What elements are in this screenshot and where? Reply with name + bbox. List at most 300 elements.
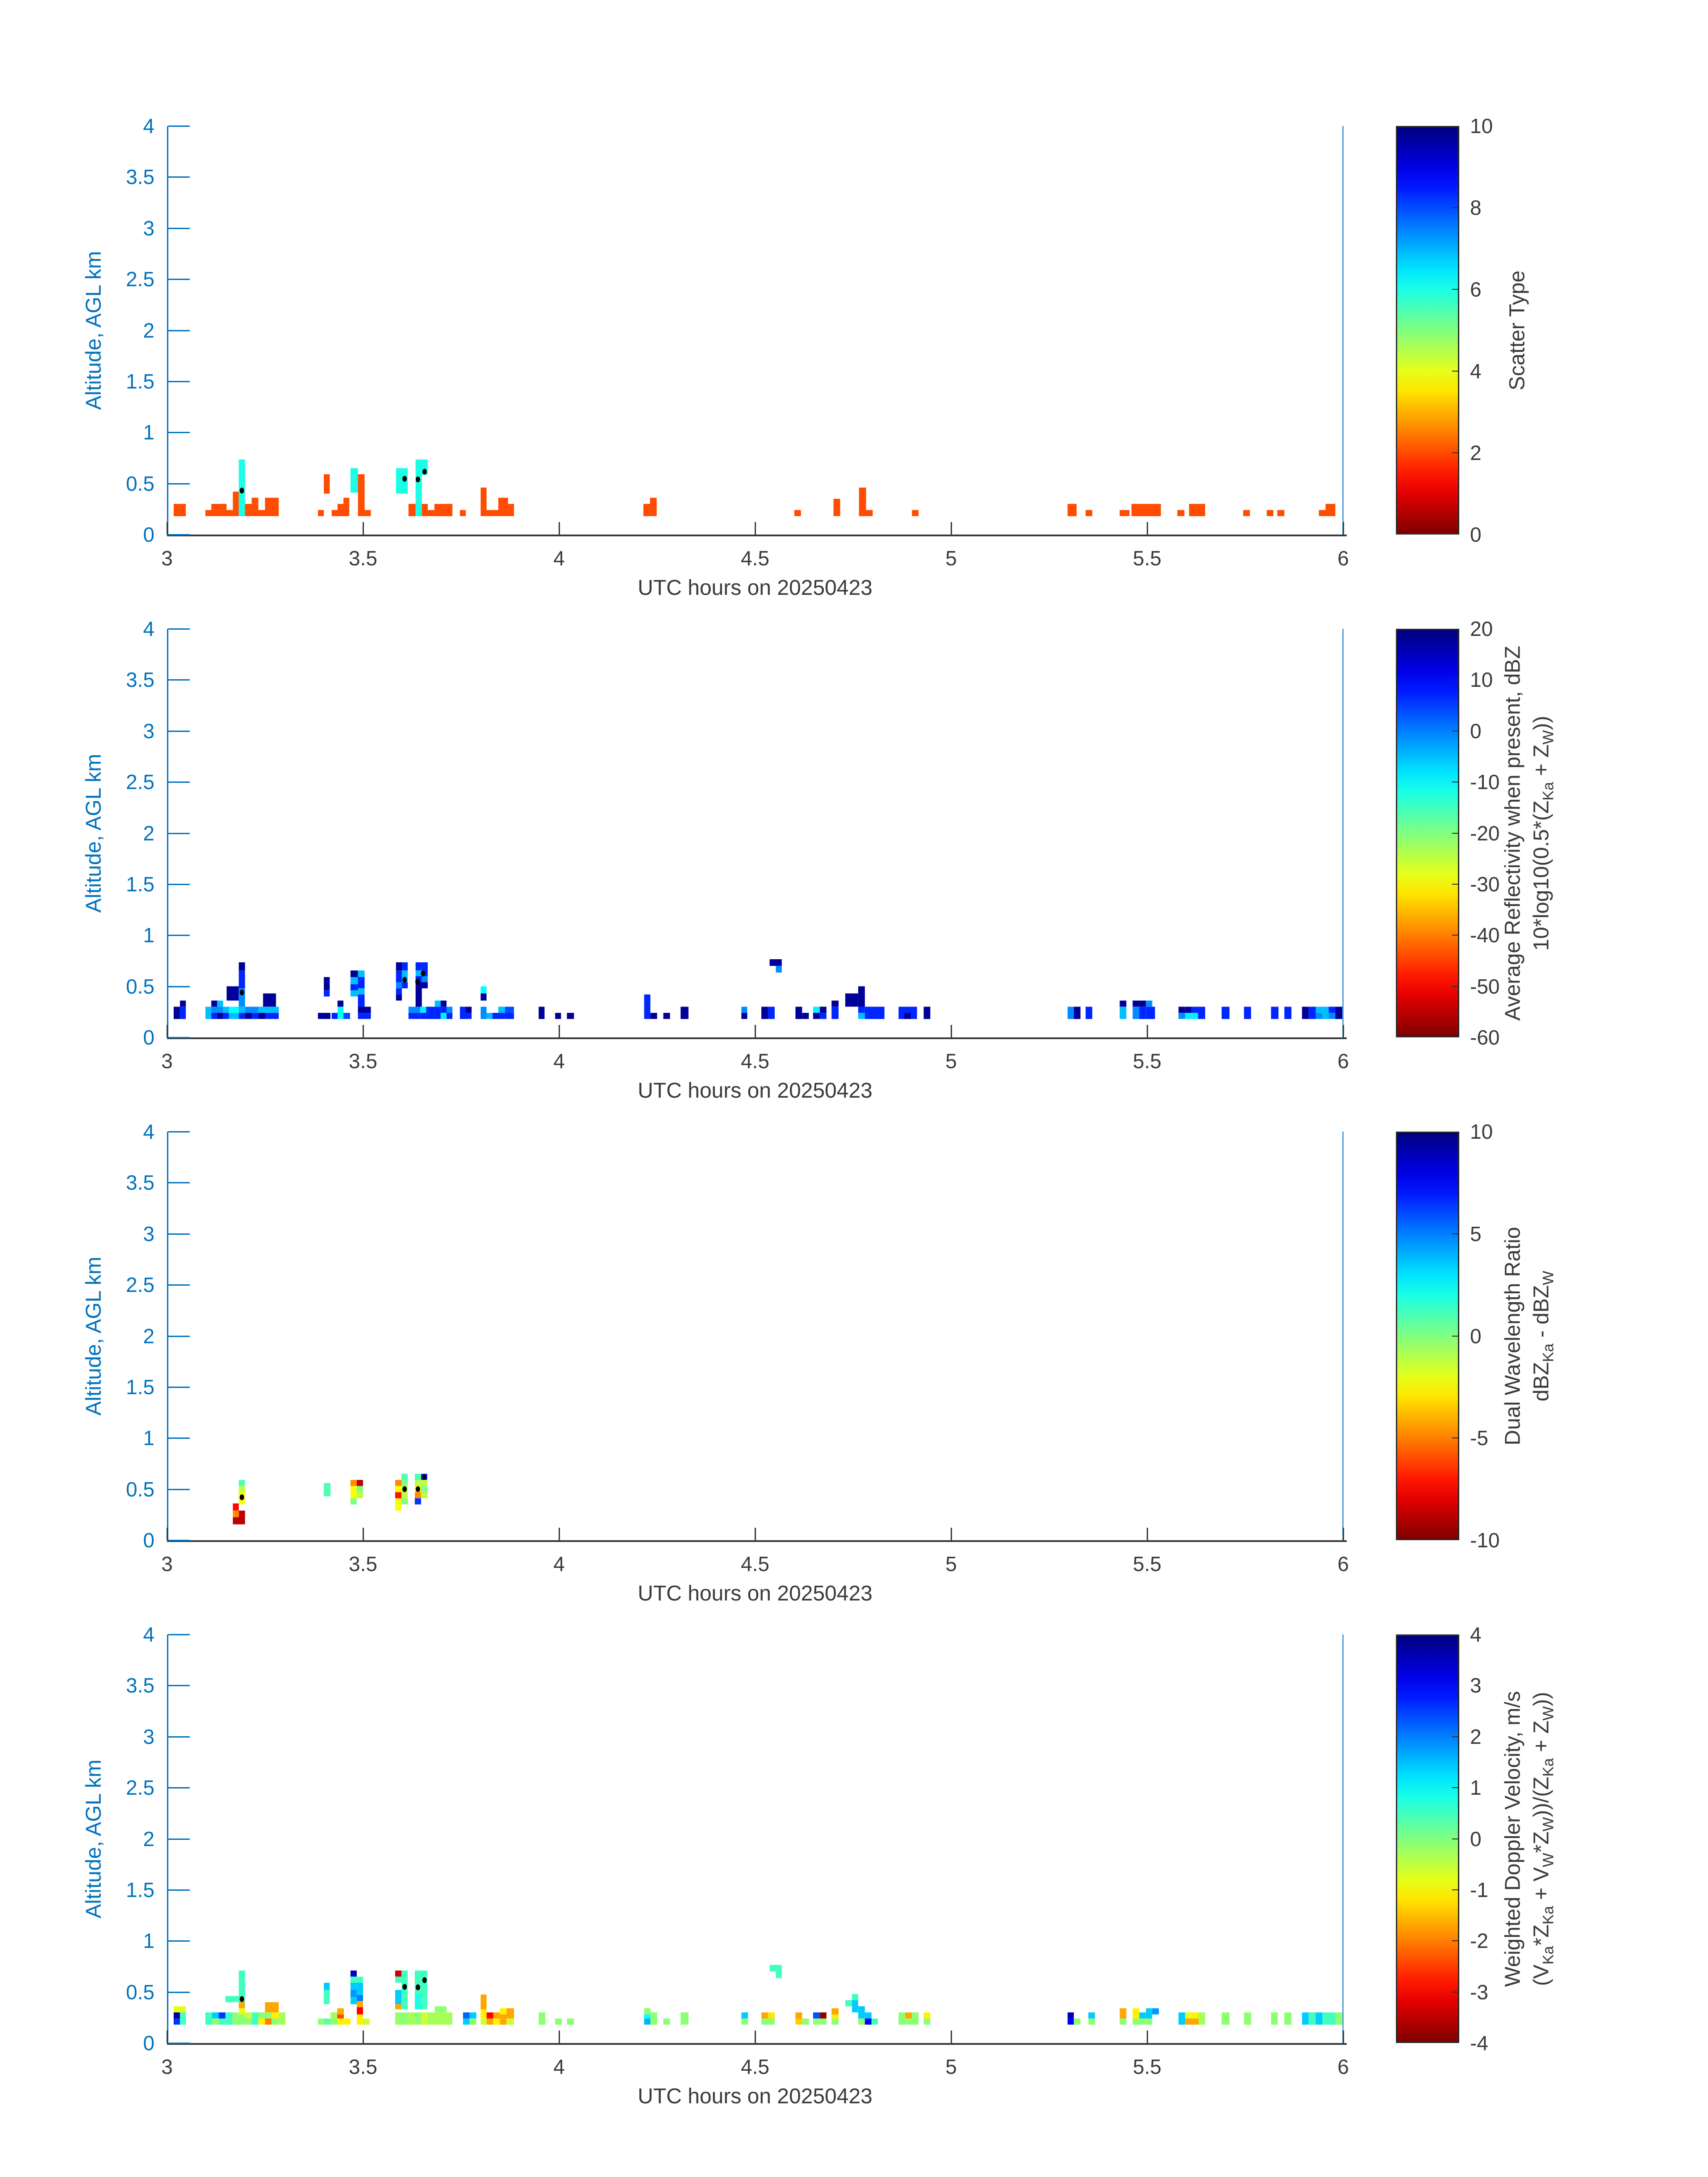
data-cell [205, 2012, 212, 2025]
data-cell [795, 2018, 802, 2025]
colorbar-tick-label: 10 [1470, 668, 1493, 691]
colorbar-gradient-dual-wavelength-ratio [1396, 1132, 1459, 1540]
axis-right-spine [1342, 629, 1344, 1039]
x-tick-label: 3.5 [349, 1552, 377, 1575]
data-cell [480, 488, 486, 516]
data-cell [768, 2012, 775, 2018]
data-cell [500, 2014, 506, 2025]
colorbar-tick-mark [1452, 207, 1458, 208]
data-cell [259, 1013, 265, 1019]
data-cell [1178, 1013, 1185, 1019]
data-cell [357, 2007, 363, 2014]
panel-average-reflectivity [0, 617, 1708, 1132]
y-tick-label: 2 [143, 1325, 155, 1348]
data-cell [1120, 1007, 1127, 1019]
data-cell [402, 982, 408, 989]
data-cell [422, 504, 428, 516]
data-cell [1133, 1001, 1140, 1007]
data-cell [1335, 1007, 1342, 1019]
axis-bottom-spine [167, 2043, 1347, 2045]
subscript: W [1540, 1270, 1557, 1285]
y-tick-label: 1.5 [126, 1375, 155, 1399]
data-cell [357, 2001, 363, 2007]
data-cell [487, 2012, 493, 2018]
colorbar-tick-mark [1452, 1437, 1458, 1438]
data-cell [217, 1013, 223, 1019]
data-cell [357, 1486, 363, 1492]
subscript: W [1540, 730, 1557, 744]
panel-weighted-doppler-velocity [0, 1623, 1708, 2137]
y-tick-label: 0 [143, 1529, 155, 1552]
axis-bottom-spine [167, 1540, 1347, 1542]
colorbar-tick-mark [1452, 1992, 1458, 1993]
data-cell [643, 504, 650, 516]
y-tick-label: 1.5 [126, 873, 155, 896]
y-tick-mark [168, 1489, 190, 1490]
data-cell [351, 977, 358, 984]
data-cell [741, 1007, 747, 1013]
x-tick-mark [755, 2031, 756, 2043]
data-cell [212, 2012, 219, 2018]
data-cell [415, 1994, 421, 2009]
x-tick-label: 4 [553, 1552, 565, 1575]
data-cell [741, 2012, 748, 2018]
data-cell [357, 1983, 363, 1995]
colorbar-gradient-average-reflectivity [1396, 629, 1459, 1037]
data-cell [245, 2018, 252, 2025]
heatmap-cells-weighted-doppler-velocity [167, 1634, 1343, 2043]
data-cell [1284, 1007, 1291, 1019]
y-tick-mark [168, 1336, 190, 1337]
data-cell [365, 1007, 371, 1013]
y-tick-mark [168, 228, 190, 229]
data-cell [470, 2018, 476, 2025]
x-tick-mark [1147, 1025, 1148, 1037]
y-tick-label: 0.5 [126, 1981, 155, 2004]
data-cell [498, 498, 508, 510]
y-tick-mark [168, 125, 190, 127]
x-tick-label: 5.5 [1133, 1049, 1161, 1073]
colorbar-tick-label: -5 [1470, 1426, 1488, 1450]
data-cell [813, 1013, 820, 1019]
data-cell [239, 2002, 245, 2009]
x-tick-mark [167, 522, 168, 535]
subscript: Ka [1540, 1946, 1557, 1964]
x-tick-label: 5 [945, 2055, 957, 2078]
y-tick-mark [168, 781, 190, 783]
y-tick-label: 2 [143, 1827, 155, 1851]
data-cell [487, 1013, 493, 1019]
data-cell [1120, 1001, 1127, 1007]
y-tick-label: 4 [143, 1623, 155, 1646]
x-tick-mark [363, 522, 364, 535]
x-tick-mark [951, 522, 952, 535]
y-axis-label: Altitude, AGL km [82, 251, 106, 410]
data-cell [343, 1013, 350, 1019]
colorbar-axis-label: $10*\log 10(0.5*(Z_{Ka} + Z_W))$ [1529, 715, 1557, 951]
data-cell [402, 962, 408, 970]
data-cell [776, 959, 782, 966]
data-cell [396, 994, 402, 1001]
data-cell [1139, 1001, 1146, 1007]
y-tick-label: 3 [143, 1222, 155, 1245]
data-cell [460, 1007, 466, 1019]
colorbar-tick-label: 20 [1470, 617, 1493, 640]
data-cell [1222, 1007, 1230, 1019]
data-cell [318, 1013, 330, 1019]
x-tick-mark [951, 1528, 952, 1540]
x-tick-label: 5.5 [1133, 547, 1161, 570]
data-cell [1139, 2018, 1146, 2025]
data-cell [681, 1007, 689, 1019]
data-cell [555, 2018, 562, 2025]
data-cell [644, 994, 651, 1019]
data-cell [344, 2018, 351, 2025]
data-cell [1086, 1007, 1092, 1019]
data-cell [415, 1480, 421, 1486]
data-cell [351, 468, 358, 493]
data-cell [1316, 1013, 1323, 1019]
x-tick-label: 6 [1337, 1049, 1349, 1073]
colorbar-gradient-weighted-doppler-velocity [1396, 1634, 1459, 2043]
data-cell [1133, 1007, 1140, 1019]
data-cell [487, 2018, 493, 2025]
data-cell [1120, 510, 1130, 516]
x-tick-mark [1147, 522, 1148, 535]
data-cell [265, 2018, 272, 2025]
data-cell [351, 970, 358, 977]
data-cell [396, 970, 402, 982]
colorbar-tick-mark [1452, 289, 1458, 290]
x-tick-mark [559, 1025, 560, 1037]
y-tick-mark [168, 1131, 190, 1132]
data-cell [794, 510, 801, 516]
data-cell [466, 1007, 472, 1013]
x-tick-label: 4 [553, 1049, 565, 1073]
data-cell [831, 2008, 839, 2014]
y-tick-mark [168, 330, 190, 331]
x-tick-mark [755, 1528, 756, 1540]
x-tick-label: 3.5 [349, 1049, 377, 1073]
marker-dot [402, 977, 407, 983]
colorbar-tick-label: 0 [1470, 719, 1482, 743]
y-tick-label: 3 [143, 217, 155, 240]
data-cell [435, 1007, 441, 1019]
data-cell [1192, 2018, 1199, 2025]
data-cell [409, 1007, 420, 1013]
data-cell [415, 1492, 421, 1499]
colorbar-tick-label: 4 [1470, 359, 1482, 383]
x-tick-label: 6 [1337, 547, 1349, 570]
axis-right-spine [1342, 1634, 1344, 2044]
y-tick-label: 0 [143, 523, 155, 546]
x-tick-label: 4 [553, 547, 565, 570]
colorbar-tick-label: 6 [1470, 278, 1482, 301]
y-tick-mark [168, 432, 190, 433]
data-cell [1178, 1007, 1185, 1013]
data-cell [776, 1965, 782, 1978]
data-cell [233, 2012, 239, 2025]
y-tick-mark [168, 935, 190, 936]
data-cell [357, 2014, 363, 2025]
y-tick-label: 3.5 [126, 1674, 155, 1697]
x-tick-label: 4.5 [741, 1049, 769, 1073]
data-cell [761, 2018, 768, 2025]
x-tick-mark [1343, 1025, 1344, 1037]
y-tick-mark [168, 1037, 190, 1038]
data-cell [761, 2012, 768, 2018]
data-cell [651, 2012, 657, 2025]
data-cell [227, 986, 239, 1001]
data-cell [245, 510, 279, 516]
data-cell [1120, 2014, 1127, 2018]
y-tick-mark [168, 833, 190, 834]
data-cell [358, 1013, 365, 1019]
data-cell [480, 1994, 486, 2009]
data-cell [233, 1511, 239, 1517]
data-cell [1323, 1007, 1329, 1019]
data-cell [858, 2006, 865, 2019]
data-cell [493, 2012, 500, 2018]
data-cell [409, 504, 416, 516]
marker-dot [422, 1977, 427, 1983]
x-tick-label: 3.5 [349, 2055, 377, 2078]
data-cell [487, 510, 514, 516]
data-cell [226, 2012, 233, 2025]
data-cell [872, 2018, 878, 2025]
axis-bottom-spine [167, 535, 1347, 536]
data-cell [396, 962, 402, 970]
panel-scatter-type [0, 114, 1708, 629]
data-cell [226, 1996, 239, 2002]
data-cell [365, 1013, 371, 1019]
data-cell [229, 1007, 239, 1013]
y-tick-mark [168, 2043, 190, 2044]
data-cell [644, 2008, 651, 2014]
colorbar-tick-label: -60 [1470, 1026, 1500, 1049]
data-cell [813, 1007, 820, 1013]
data-cell [422, 982, 428, 989]
data-cell [820, 2018, 827, 2025]
data-cell [357, 1492, 363, 1499]
data-cell [324, 1483, 330, 1496]
marker-dot [415, 979, 420, 985]
x-tick-mark [167, 2031, 168, 2043]
data-cell [505, 1007, 514, 1013]
data-cell [831, 1001, 839, 1007]
y-tick-label: 4 [143, 617, 155, 640]
data-cell [409, 1013, 420, 1019]
colorbar-axis-label: Dual Wavelength Ratio [1501, 1226, 1525, 1446]
data-cell [1139, 1007, 1146, 1019]
data-cell [831, 2014, 839, 2018]
data-cell [415, 1474, 421, 1480]
data-cell [1120, 2018, 1127, 2025]
data-cell [664, 2018, 670, 2025]
data-cell [912, 2012, 919, 2025]
data-cell [239, 970, 245, 988]
data-cell [318, 2018, 324, 2025]
data-cell [1146, 2008, 1152, 2018]
x-tick-label: 3 [161, 2055, 173, 2078]
x-tick-label: 5 [945, 1552, 957, 1575]
data-cell [245, 2012, 252, 2018]
data-cell [441, 2006, 447, 2013]
data-cell [337, 2008, 344, 2014]
data-cell [420, 1013, 426, 1019]
data-cell [644, 2018, 651, 2025]
x-tick-mark [559, 2031, 560, 2043]
x-tick-mark [1147, 1528, 1148, 1540]
data-cell [1319, 510, 1326, 516]
data-cell [395, 1498, 401, 1511]
subscript: Ka [1540, 1905, 1557, 1925]
data-cell [415, 2012, 421, 2025]
y-tick-mark [168, 1889, 190, 1891]
data-cell [338, 1007, 343, 1019]
heatmap-cells-dual-wavelength-ratio [167, 1132, 1343, 1540]
data-cell [330, 2012, 337, 2018]
data-cell [211, 504, 226, 510]
data-cell [259, 2018, 265, 2025]
data-cell [1086, 510, 1092, 516]
colorbar-tick-label: -10 [1470, 1529, 1500, 1552]
data-cell [852, 2000, 858, 2013]
data-cell [1068, 504, 1077, 516]
data-cell [174, 2018, 180, 2025]
data-cell [351, 1480, 357, 1486]
data-cell [1133, 2018, 1140, 2025]
data-cell [470, 2012, 476, 2018]
data-cell [358, 970, 365, 977]
x-tick-label: 6 [1337, 2055, 1349, 2078]
data-cell [324, 990, 330, 997]
subscript: W [1540, 1706, 1557, 1721]
data-cell [396, 982, 402, 989]
y-tick-label: 1 [143, 1426, 155, 1450]
subscript: W [1540, 1852, 1557, 1867]
plot-area-dual-wavelength-ratio [167, 1132, 1343, 1540]
y-tick-label: 0.5 [126, 472, 155, 495]
y-tick-mark [168, 1685, 190, 1686]
data-cell [681, 2012, 689, 2025]
x-tick-label: 3 [161, 1552, 173, 1575]
y-tick-mark [168, 628, 190, 630]
colorbar-axis-label: dBZ$_{Ka}$ - dBZ$_W$ [1529, 1270, 1557, 1401]
data-cell [1074, 2018, 1081, 2025]
data-cell [211, 1007, 223, 1013]
data-cell [401, 1480, 408, 1486]
y-tick-mark [168, 1992, 190, 1993]
colorbar-tick-label: 4 [1470, 1623, 1482, 1646]
data-cell [337, 2018, 344, 2025]
data-cell [401, 2012, 408, 2025]
colorbar-tick-label: 8 [1470, 196, 1482, 219]
y-axis-label: Altitude, AGL km [82, 753, 106, 913]
heatmap-cells-average-reflectivity [167, 629, 1343, 1037]
y-tick-label: 3 [143, 1725, 155, 1748]
data-cell [567, 1013, 574, 1019]
x-axis-label: UTC hours on 20250423 [638, 1079, 873, 1103]
data-cell [205, 510, 239, 516]
data-cell [1278, 510, 1285, 516]
data-cell [1302, 1007, 1309, 1019]
data-cell [441, 1013, 447, 1019]
data-cell [1120, 2008, 1127, 2014]
data-cell [813, 2018, 820, 2025]
data-cell [770, 959, 776, 966]
y-tick-mark [168, 1437, 190, 1439]
x-tick-mark [559, 1528, 560, 1540]
y-tick-label: 2 [143, 319, 155, 342]
data-cell [422, 976, 428, 982]
data-cell [820, 1013, 827, 1019]
data-cell [174, 2012, 180, 2018]
data-cell [567, 2018, 574, 2025]
data-cell [845, 2000, 852, 2006]
y-tick-mark [168, 1634, 190, 1635]
marker-dot [240, 488, 244, 493]
data-cell [858, 1013, 865, 1019]
y-tick-mark [168, 1839, 190, 1840]
y-tick-label: 2 [143, 822, 155, 845]
data-cell [1132, 504, 1161, 516]
data-cell [865, 2018, 872, 2025]
subscript: Ka [1540, 1343, 1557, 1362]
data-cell [265, 2002, 279, 2013]
colorbar-tick-label: 10 [1470, 1120, 1493, 1143]
data-cell [324, 474, 330, 494]
plot-area-weighted-doppler-velocity [167, 1634, 1343, 2043]
subscript: Ka [1540, 1758, 1557, 1776]
data-cell [435, 1001, 441, 1007]
data-cell [395, 2004, 401, 2009]
colorbar-axis-label: Average Reflectivity when present, dBZ [1501, 645, 1525, 1021]
data-cell [1152, 2008, 1159, 2014]
colorbar-tick-mark [1452, 986, 1458, 987]
x-tick-mark [1343, 2031, 1344, 2043]
data-cell [858, 1007, 865, 1013]
data-cell [332, 510, 338, 516]
data-cell [324, 2018, 330, 2025]
data-cell [1178, 2012, 1185, 2025]
data-cell [500, 2008, 506, 2014]
data-cell [480, 1007, 486, 1019]
data-cell [435, 2006, 441, 2013]
data-cell [252, 2012, 259, 2025]
x-tick-label: 5.5 [1133, 1552, 1161, 1575]
data-cell [1316, 1007, 1323, 1013]
data-cell [211, 1013, 217, 1019]
colorbar-tick-mark [1452, 1787, 1458, 1788]
data-cell [664, 1013, 670, 1019]
data-cell [211, 1001, 217, 1007]
data-cell [358, 977, 365, 988]
colorbar-tick-mark [1452, 1736, 1458, 1737]
data-cell [343, 498, 349, 504]
data-cell [180, 1007, 186, 1019]
data-cell [924, 1007, 931, 1019]
data-cell [401, 1971, 408, 2010]
data-cell [223, 1013, 229, 1019]
data-cell [768, 2018, 775, 2025]
data-cell [239, 1013, 245, 1019]
data-cell [408, 2012, 415, 2025]
data-cell [1185, 2012, 1192, 2018]
data-cell [858, 2018, 865, 2025]
data-cell [263, 994, 276, 1007]
data-cell [233, 492, 239, 510]
